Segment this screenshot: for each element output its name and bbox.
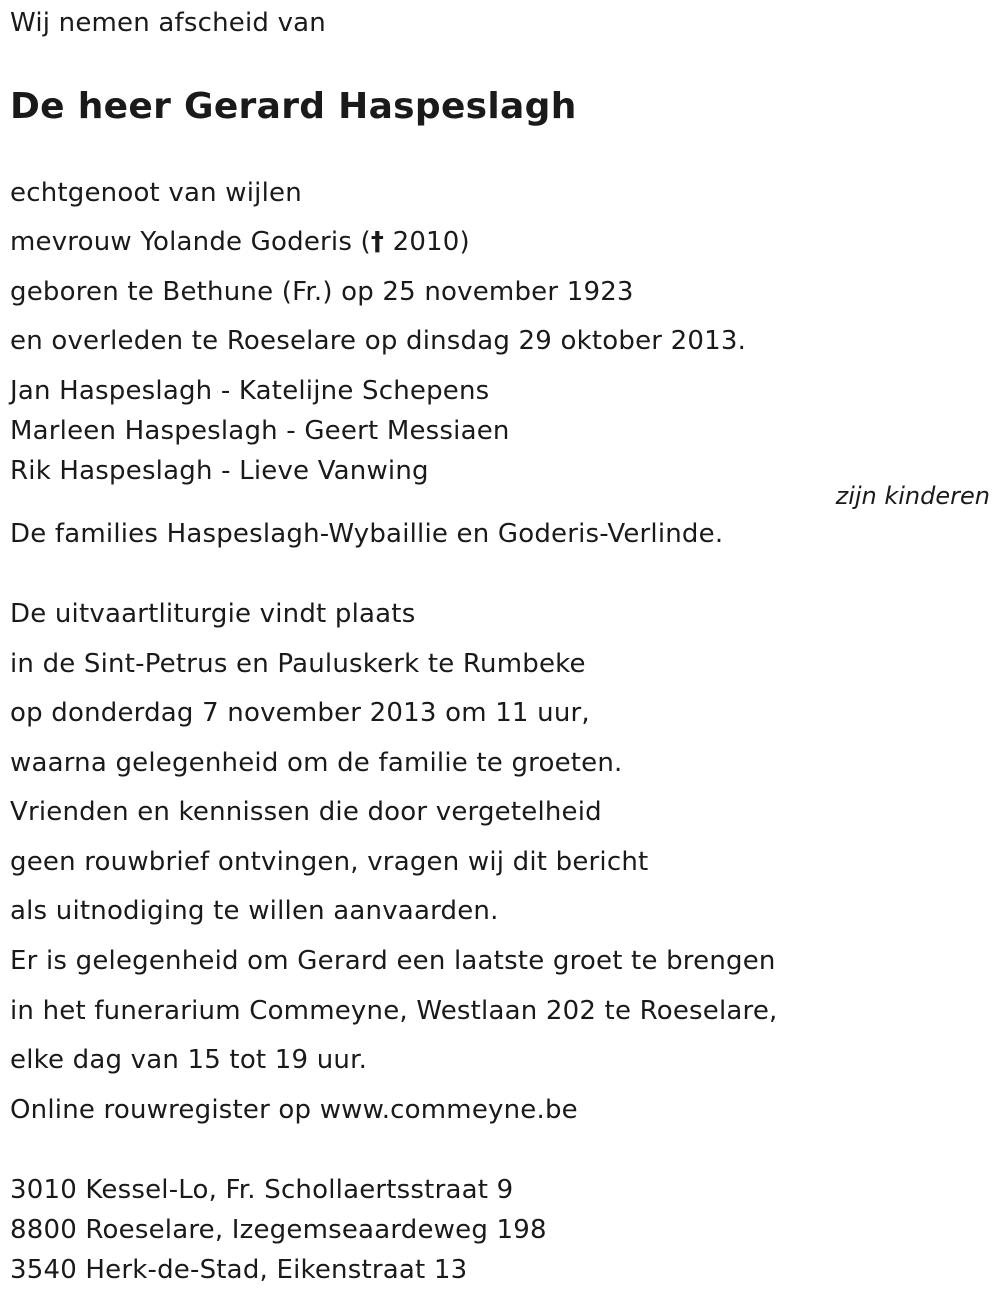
online-register-line: Online rouwregister op www.commeyne.be [10,1095,578,1125]
funeral-line: Er is gelegenheid om Gerard een laatste groet te brengen [10,946,776,976]
children-label: zijn kinderen [835,482,990,510]
spouse-name-before: mevrouw Yolande Goderis ( [10,227,371,257]
intro-text: Wij nemen afscheid van [10,8,326,38]
families-line: De families Haspeslagh-Wybaillie en Goderis-Verlinde. [10,519,724,549]
death-line: en overleden te Roeselare op dinsdag 29 oktober 2013. [10,326,747,356]
funeral-line: De uitvaartliturgie vindt plaats [10,599,416,629]
cross-icon: † [370,227,385,257]
birth-line: geboren te Bethune (Fr.) op 25 november 1923 [10,277,634,307]
address-line: 3540 Herk-de-Stad, Eikenstraat 13 [10,1255,468,1285]
child-line: Rik Haspeslagh - Lieve Vanwing [10,456,429,486]
spouse-line [10,227,470,257]
funeral-line: elke dag van 15 tot 19 uur. [10,1045,368,1075]
address-line: 8800 Roeselare, Izegemseaardeweg 198 [10,1215,547,1245]
child-line: Jan Haspeslagh - Katelijne Schepens [10,376,490,406]
deceased-name: De heer Gerard Haspeslagh [10,86,577,127]
funeral-line: waarna gelegenheid om de familie te groeten. [10,748,623,778]
funeral-line: Vrienden en kennissen die door vergetelheid [10,797,602,827]
spouse-prefix: echtgenoot van wijlen [10,178,302,208]
address-line: 3010 Kessel-Lo, Fr. Schollaertsstraat 9 [10,1175,514,1205]
funeral-line: in het funerarium Commeyne, Westlaan 202 te Roeselare, [10,996,778,1026]
funeral-line: op donderdag 7 november 2013 om 11 uur, [10,698,590,728]
child-line: Marleen Haspeslagh - Geert Messiaen [10,416,510,446]
spouse-name-after: 2010) [384,227,470,257]
funeral-line: geen rouwbrief ontvingen, vragen wij dit bericht [10,847,649,877]
funeral-line: in de Sint-Petrus en Pauluskerk te Rumbeke [10,649,586,679]
funeral-line: als uitnodiging te willen aanvaarden. [10,896,499,926]
